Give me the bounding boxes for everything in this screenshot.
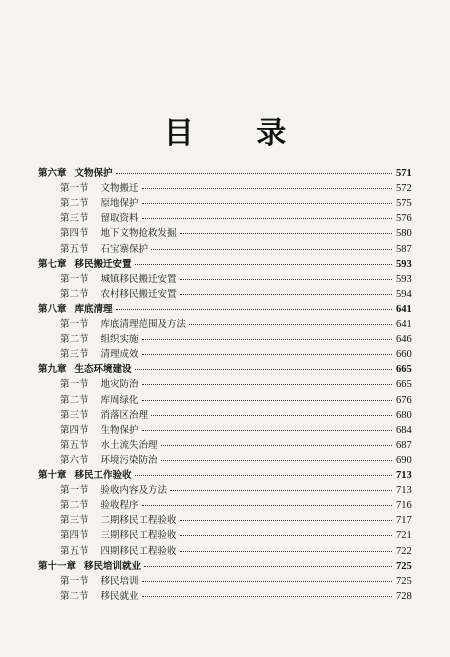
toc-entry-number: 第六章 (38, 168, 67, 179)
toc-entry-page: 713 (396, 470, 412, 481)
toc-entry-number: 第一节 (60, 379, 89, 391)
toc-entry-number: 第一节 (60, 575, 89, 587)
toc-section-entry (0, 332, 450, 347)
toc-entry-label (38, 166, 113, 181)
dot-leader (180, 279, 392, 280)
toc-section-entry (0, 528, 450, 543)
toc-entry-label (60, 211, 139, 226)
toc-entry-label (38, 559, 141, 574)
toc-section-entry (0, 317, 450, 332)
toc-entry-number: 第二节 (60, 500, 89, 512)
toc-entry-label (60, 287, 177, 302)
toc-entry-label (60, 242, 148, 257)
toc-entry-page: 646 (396, 334, 412, 346)
page-title: 目 录 (163, 116, 313, 151)
toc-entry-label (60, 347, 139, 362)
toc-entry-label (38, 257, 132, 272)
dot-leader (142, 581, 392, 582)
dot-leader (180, 294, 392, 295)
toc-entry-page: 571 (396, 168, 412, 179)
toc-chapter-entry (0, 166, 450, 181)
toc-section-entry (0, 453, 450, 468)
toc-entry-label (60, 226, 177, 241)
toc-entry-title: 环境污染防治 (100, 454, 158, 466)
toc-entry-title: 移民培训 (100, 575, 139, 587)
toc-entry-number: 第一节 (60, 183, 89, 195)
toc-entry-title: 库底清理 (74, 303, 113, 315)
toc-entry-number: 第四节 (60, 424, 89, 436)
toc-entry-page: 690 (396, 454, 412, 466)
toc-entry-number: 第九章 (38, 364, 67, 376)
toc-entry-page: 665 (396, 364, 412, 376)
toc-entry-label (60, 483, 167, 498)
toc-entry-number: 第五节 (60, 439, 89, 451)
toc-section-entry (0, 287, 450, 302)
toc-entry-title: 城镇移民搬迁安置 (100, 273, 177, 285)
dot-leader (142, 505, 392, 506)
toc-entry-page: 687 (396, 439, 412, 451)
toc-entry-number: 第四节 (60, 228, 89, 240)
dot-leader (170, 490, 392, 491)
toc-entry-number: 第六节 (60, 454, 89, 466)
dot-leader (180, 233, 392, 234)
toc-entry-label (60, 377, 139, 392)
toc-section-entry (0, 181, 450, 196)
toc-entry-title: 原地保护 (100, 198, 139, 210)
toc-entry-number: 第二节 (60, 334, 89, 346)
dot-leader (116, 173, 392, 174)
toc-entry-number: 第五节 (60, 545, 89, 557)
toc-entry-number: 第二节 (60, 590, 89, 602)
toc-entry-page: 725 (396, 575, 412, 587)
toc-entry-number: 第三节 (60, 409, 89, 421)
toc-section-entry (0, 347, 450, 362)
toc-entry-page: 716 (396, 500, 412, 512)
toc-entry-title: 留取资料 (100, 213, 139, 225)
dot-leader (135, 369, 392, 370)
toc-entry-page: 684 (396, 424, 412, 436)
dot-leader (161, 445, 392, 446)
toc-entry-label (60, 393, 139, 408)
toc-entry-number: 第三节 (60, 213, 89, 225)
toc-chapter-entry (0, 559, 450, 574)
dot-leader (135, 475, 392, 476)
toc-entry-title: 移民工作验收 (74, 470, 132, 481)
toc-entry-label (60, 498, 139, 513)
toc-entry-number: 第十一章 (38, 560, 77, 572)
toc-entry-page: 594 (396, 288, 412, 300)
dot-leader (161, 460, 392, 461)
toc-entry-page: 593 (396, 273, 412, 285)
toc-entry-number: 第一节 (60, 319, 89, 330)
toc-entry-title: 移民培训就业 (84, 560, 142, 572)
toc-entry-page: 587 (396, 243, 412, 255)
toc-entry-label (38, 468, 132, 483)
toc-entry-title: 农村移民搬迁安置 (100, 288, 177, 300)
toc-section-entry (0, 498, 450, 513)
toc-section-entry (0, 196, 450, 211)
toc-entry-number: 第一节 (60, 273, 89, 285)
dot-leader (151, 249, 392, 250)
toc-entry-page: 665 (396, 379, 412, 391)
toc-entry-title: 四期移民工程验收 (100, 545, 177, 557)
toc-section-entry (0, 438, 450, 453)
toc-entry-title: 地下文物抢救发掘 (100, 228, 177, 240)
toc-entry-page: 725 (396, 560, 412, 572)
toc-entry-label (60, 181, 139, 196)
toc-section-entry (0, 574, 450, 589)
toc-entry-number: 第二节 (60, 394, 89, 406)
dot-leader (142, 354, 392, 355)
toc-entry-title: 文物搬迁 (100, 183, 139, 195)
toc-entry-label (60, 196, 139, 211)
toc-entry-page: 721 (396, 530, 412, 542)
toc-entry-title: 移民就业 (100, 590, 139, 602)
toc-entry-page: 572 (396, 183, 412, 195)
toc-entry-label (60, 574, 139, 589)
dot-leader (142, 400, 392, 401)
toc-entry-label (60, 589, 139, 604)
toc-entry-number: 第七章 (38, 258, 67, 270)
toc-entry-page: 580 (396, 228, 412, 240)
toc-entry-label (60, 544, 177, 559)
toc-entry-label (60, 332, 139, 347)
toc-entry-label (60, 528, 177, 543)
toc-entry-number: 第二节 (60, 198, 89, 210)
toc-entry-page: 576 (396, 213, 412, 225)
dot-leader (116, 309, 392, 310)
dot-leader (135, 264, 392, 265)
toc-entry-number: 第八章 (38, 303, 67, 315)
toc-entry-title: 三期移民工程验收 (100, 530, 177, 542)
toc-entry-number: 第十章 (38, 470, 67, 481)
toc-entry-number: 第二节 (60, 288, 89, 300)
toc-section-entry (0, 483, 450, 498)
toc-entry-label (60, 408, 148, 423)
toc-chapter-entry (0, 302, 450, 317)
dot-leader (144, 566, 392, 567)
toc-chapter-entry (0, 362, 450, 377)
toc-entry-title: 水土流失治理 (100, 439, 158, 451)
toc-section-entry (0, 408, 450, 423)
dot-leader (151, 415, 392, 416)
toc-entry-number: 第三节 (60, 515, 89, 527)
toc-entry-page: 722 (396, 545, 412, 557)
toc-entry-number: 第三节 (60, 349, 89, 361)
toc-section-entry (0, 393, 450, 408)
dot-leader (142, 339, 392, 340)
toc-entry-title: 库周绿化 (100, 394, 139, 406)
toc-entry-label (38, 362, 132, 377)
toc-entry-title: 二期移民工程验收 (100, 515, 177, 527)
dot-leader (180, 535, 392, 536)
toc-entry-label (60, 423, 139, 438)
toc-entry-page: 575 (396, 198, 412, 210)
toc-entry-title: 生物保护 (100, 424, 139, 436)
dot-leader (142, 430, 392, 431)
toc-section-entry (0, 242, 450, 257)
toc-entry-label (38, 302, 113, 317)
toc-entry-title: 组织实施 (100, 334, 139, 346)
toc-chapter-entry (0, 468, 450, 483)
dot-leader (142, 218, 392, 219)
toc-entry-title: 移民搬迁安置 (74, 258, 132, 270)
toc-entry-page: 713 (396, 485, 412, 497)
toc-entry-label (60, 513, 177, 528)
dot-leader (142, 384, 392, 385)
dot-leader (142, 203, 392, 204)
toc-entry-label (60, 317, 186, 332)
toc-entry-label (60, 453, 158, 468)
dot-leader (189, 324, 392, 325)
toc-entry-page: 717 (396, 515, 412, 527)
toc-entry-label (60, 272, 177, 287)
toc-section-entry (0, 589, 450, 604)
toc-entry-title: 文物保护 (74, 168, 113, 179)
toc-section-entry (0, 423, 450, 438)
toc-entry-page: 641 (396, 303, 412, 315)
toc-entry-page: 676 (396, 394, 412, 406)
toc-section-entry (0, 272, 450, 287)
dot-leader (180, 551, 392, 552)
toc-entry-page: 641 (396, 319, 412, 330)
toc-entry-title: 库底清理范围及方法 (100, 319, 187, 330)
toc-entry-number: 第四节 (60, 530, 89, 542)
toc-chapter-entry (0, 257, 450, 272)
toc-entry-title: 验收程序 (100, 500, 139, 512)
toc-entry-title: 生态环境建设 (74, 364, 132, 376)
toc-section-entry (0, 226, 450, 241)
dot-leader (142, 596, 392, 597)
toc-entry-page: 660 (396, 349, 412, 361)
toc-entry-number: 第五节 (60, 243, 89, 255)
dot-leader (180, 520, 392, 521)
toc-entry-title: 清理成效 (100, 349, 139, 361)
toc-entry-title: 石宝寨保护 (100, 243, 149, 255)
toc-entry-title: 验收内容及方法 (100, 485, 168, 497)
toc-section-entry (0, 544, 450, 559)
toc-entry-label (60, 438, 158, 453)
toc-entry-page: 593 (396, 258, 412, 270)
toc-section-entry (0, 377, 450, 392)
toc-section-entry (0, 513, 450, 528)
toc-entry-title: 消落区治理 (100, 409, 149, 421)
dot-leader (142, 188, 392, 189)
toc-entry-page: 728 (396, 590, 412, 602)
toc-section-entry (0, 211, 450, 226)
toc-entry-title: 地灾防治 (100, 379, 139, 391)
toc-entry-number: 第一节 (60, 485, 89, 497)
toc-entry-page: 680 (396, 409, 412, 421)
